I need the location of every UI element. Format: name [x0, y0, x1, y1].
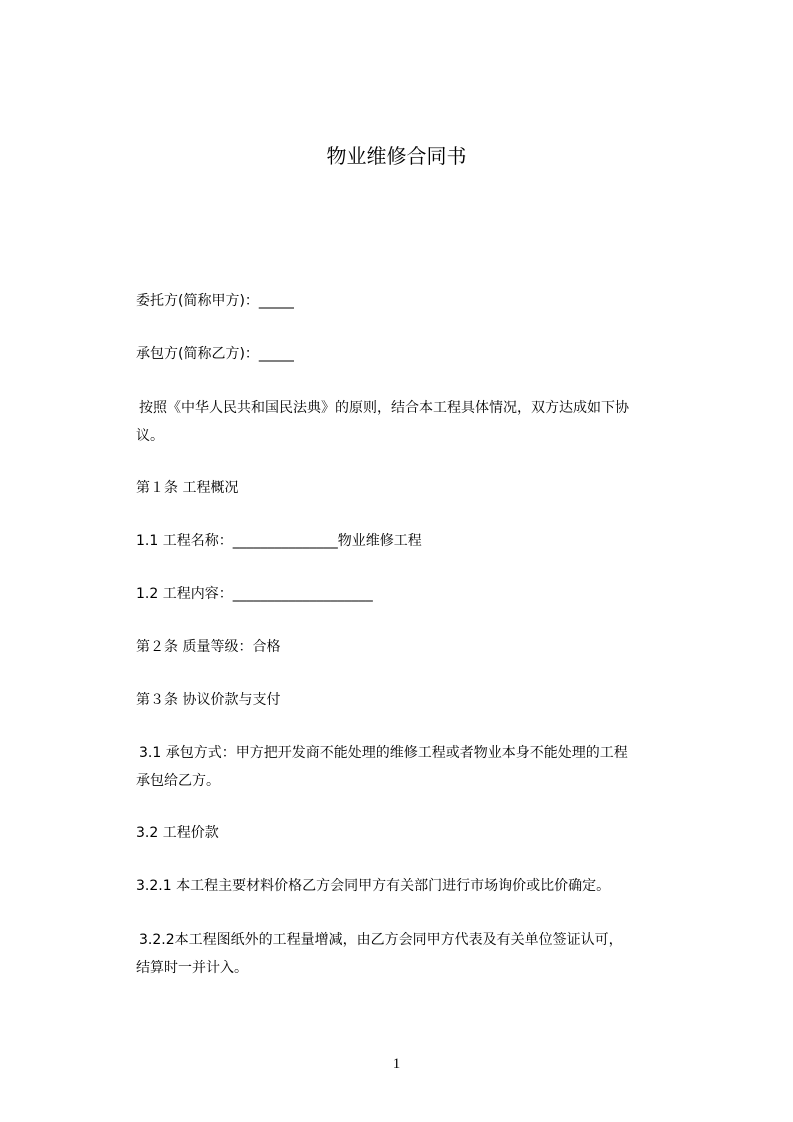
intro-line-2: 议。 [136, 428, 164, 444]
document-title: 物业维修合同书 [326, 144, 467, 168]
article-3-heading: 第３条 协议价款与支付 [136, 692, 281, 708]
party-b-line: 承包方(简称乙方)：_____ [136, 346, 294, 362]
page-number: 1 [392, 1056, 401, 1072]
intro-paragraph [136, 394, 706, 450]
item-3-2-1: 3.2.1 本工程主要材料价格乙方会同甲方有关部门进行市场询价或比价确定。 [136, 878, 611, 894]
item-1-2: 1.2 工程内容：____________________ [136, 586, 373, 602]
item-3-2-2-line-2: 结算时一并计入。 [136, 960, 248, 976]
item-3-2-2-line-1: 3.2.2本工程图纸外的工程量增减，由乙方会同甲方代表及有关单位签证认可， [139, 932, 623, 948]
item-3-2: 3.2 工程价款 [136, 825, 219, 841]
item-1-1: 1.1 工程名称：_______________物业维修工程 [136, 533, 422, 549]
article-1-heading: 第１条 工程概况 [136, 480, 239, 496]
article-2-heading: 第２条 质量等级：合格 [136, 639, 281, 655]
party-a-line: 委托方(简称甲方)：_____ [136, 293, 294, 309]
item-3-1-line-1: 3.1 承包方式：甲方把开发商不能处理的维修工程或者物业本身不能处理的工程 [139, 745, 628, 761]
intro-line-1: 按照《中华人民共和国民法典》的原则，结合本工程具体情况，双方达成如下协 [139, 400, 629, 416]
item-3-2-2-paragraph [136, 926, 706, 982]
item-3-1-paragraph [136, 739, 706, 795]
item-3-1-line-2: 承包给乙方。 [136, 773, 220, 789]
